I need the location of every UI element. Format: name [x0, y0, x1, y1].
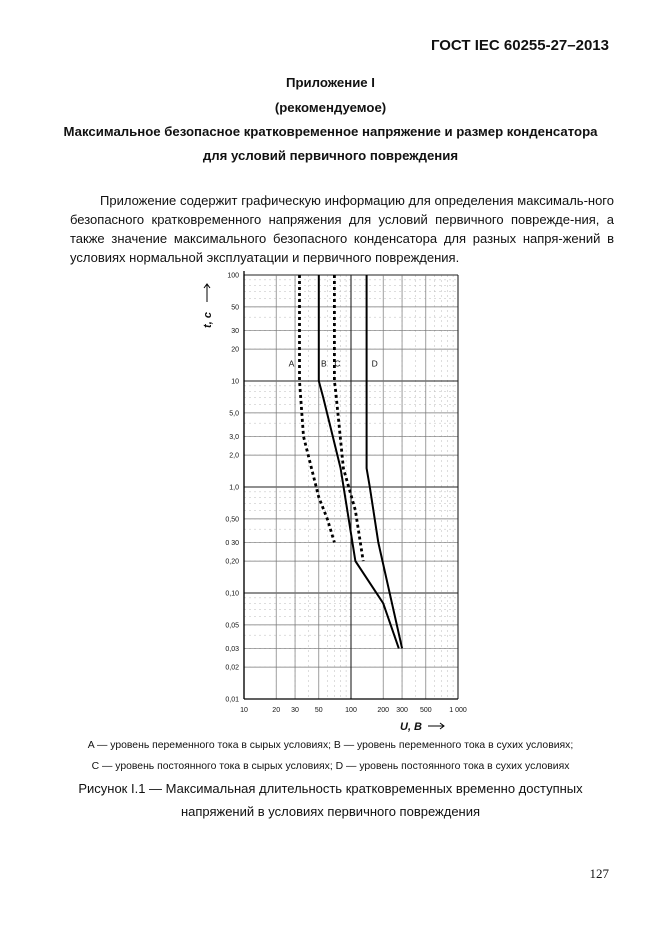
- x-axis-title: U, В: [400, 721, 422, 733]
- annex-heading-line2: для условий первичного повреждения: [202, 148, 459, 163]
- y-tick-label: 2,0: [229, 452, 239, 460]
- figure-caption-line1: Рисунок I.1 — Максимальная длительность кратковременных временно доступных: [78, 781, 583, 796]
- series-A-label: A: [288, 358, 295, 369]
- y-tick-label: 30: [231, 327, 239, 335]
- y-tick-label: 5,0: [229, 410, 239, 418]
- figure-caption-line2: напряжений в условиях первичного повреждения: [180, 804, 481, 819]
- y-tick-label: 20: [231, 346, 239, 354]
- series-C-label: C: [334, 358, 341, 369]
- y-axis-arrow: [204, 284, 210, 302]
- y-tick-label: 0,01: [225, 696, 239, 704]
- y-axis-title: t, c: [202, 312, 214, 328]
- x-tick-label: 300: [396, 707, 408, 714]
- x-tick-label: 10: [240, 707, 248, 714]
- y-tick-label: 0 30: [225, 539, 239, 547]
- figure-legend-line1: A — уровень переменного тока в сырых условиях; B — уровень переменного тока в сухих условиях;: [87, 740, 574, 751]
- x-tick-label: 1 000: [449, 707, 467, 714]
- series-B-label: B: [320, 358, 327, 369]
- x-tick-label: 100: [345, 707, 357, 714]
- y-tick-label: 0,10: [225, 590, 239, 598]
- figure-legend-line2: C — уровень постоянного тока в сырых условиях; D — уровень постоянного тока в сухих условиях: [91, 761, 570, 772]
- x-axis-arrow: [428, 723, 444, 729]
- series-A-line: [300, 275, 335, 542]
- y-tick-label: 1,0: [229, 484, 239, 492]
- y-tick-label: 100: [227, 272, 239, 280]
- y-tick-label: 10: [231, 378, 239, 386]
- x-tick-label: 50: [314, 707, 323, 714]
- annex-title: Приложение I: [286, 75, 375, 90]
- voltage-duration-chart: [200, 262, 480, 733]
- y-tick-label: 50: [231, 304, 239, 312]
- annex-heading-line1: Максимальное безопасное кратковременное напряжение и размер конденсатора: [63, 124, 598, 139]
- y-tick-label: 0,20: [225, 558, 239, 566]
- x-tick-label: 30: [291, 707, 299, 714]
- intro-paragraph: Приложение содержит графическую информацию для определения максималь-ного безопасного кратковременного напряжения для условий первичного поврежде-ния, а также значение максимального безопасного конденсатора для разных напря-жений в условиях нормальной эксплуатации и первичного повреждения.: [70, 193, 614, 265]
- series-B-line: [319, 275, 399, 648]
- y-tick-label: 0,50: [225, 516, 239, 524]
- series-D-label: D: [371, 358, 378, 369]
- x-tick-label: 20: [272, 707, 281, 714]
- y-tick-label: 3,0: [229, 433, 239, 441]
- x-tick-label: 200: [377, 707, 390, 714]
- page-number: 127: [589, 866, 609, 881]
- annex-status: (рекомендуемое): [274, 100, 387, 115]
- y-tick-label: 0,03: [225, 645, 239, 653]
- y-tick-label: 0,02: [225, 664, 239, 672]
- y-tick-label: 0,05: [225, 622, 239, 630]
- chart-grid: [244, 275, 458, 699]
- series-D-line: [367, 275, 403, 648]
- x-tick-label: 500: [419, 707, 432, 714]
- document-code: ГОСТ IEC 60255-27–2013: [430, 37, 609, 54]
